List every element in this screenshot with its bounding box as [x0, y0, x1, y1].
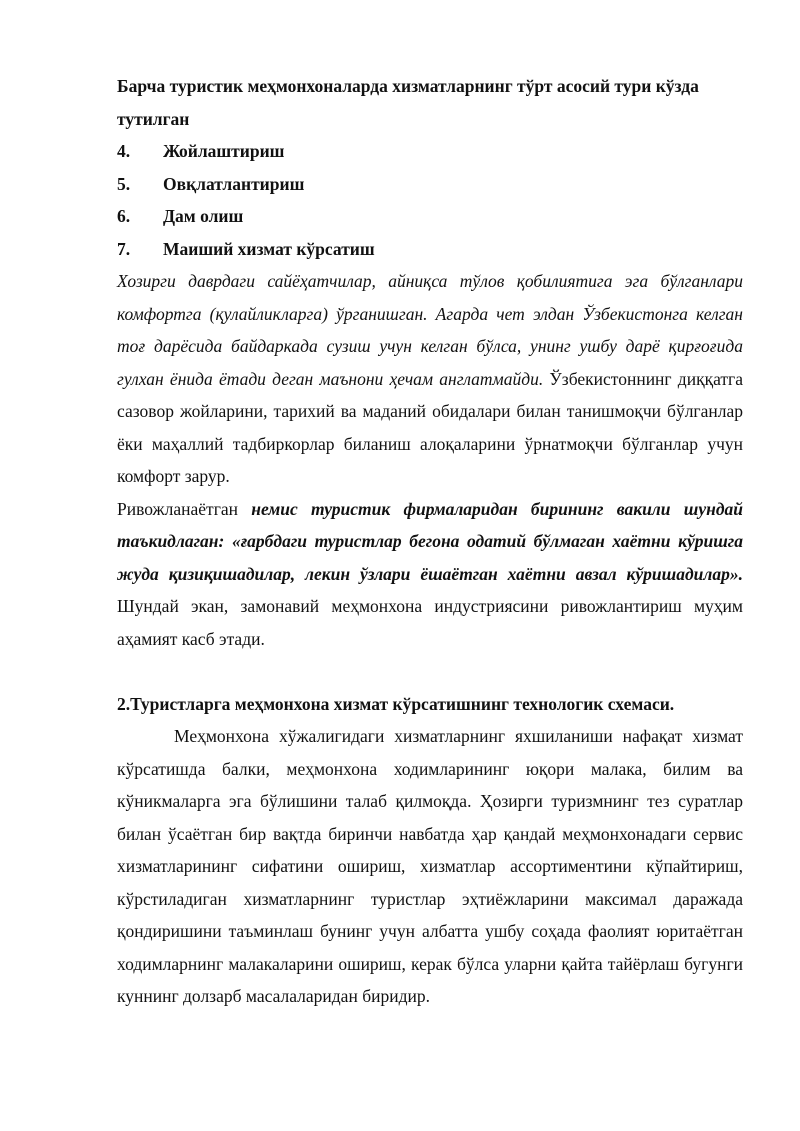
- list-item: [117, 233, 743, 266]
- hotel-services-paragraph: Меҳмонхона хўжалигидаги хизматларнинг яхшиланиши нафақат хизмат кўрсатишда балки, меҳмонхона ходимларининг юқори малака, билим ва кўникмаларга эга бўлишини талаб қилмоқда. Ҳозирги туризмнинг тез суратлар билан ўсаётган бир вақтда биринчи навбатда ҳар қандай меҳмонхонадаги сервис хизматларининг сифатини ошириш, хизматлар ассортиментини кўпайтириш, кўрстиладиган хизматларнинг туристлар эҳтиёжларини максимал даражада қондиришини таъминлаш бунинг учун албатта ушбу соҳада фаолият юритаётган ходимларнинг малакаларини ошириш, керак бўлса уларни қайта тайёрлаш бугунги куннинг долзарб масалаларидан биридир.: [117, 726, 743, 1006]
- document-page: [117, 70, 743, 1013]
- quote-paragraph: [117, 493, 743, 656]
- list-item-label: Дам олиш: [163, 206, 244, 226]
- list-item-number: 4.: [117, 141, 131, 161]
- list-item-label: Жойлаштириш: [163, 141, 285, 161]
- comfort-paragraph-regular: Ўзбекистоннинг диққатга сазовор жойларини, тарихий ва маданий обидалари билан танишмоқчи бўлганлар ёки маҳаллий тадбиркорлар биланиш алоқаларини ўрнатмоқчи бўлганлар учун комфорт зарур.: [117, 368, 743, 486]
- quote-paragraph-quote: немис туристик фирмаларидан бирининг вакили шундай таъкидлаган: «ғарбдаги туристлар бегона одатий бўлмаган хаётни кўришга жуда қизиқишадилар, лекин ўзлари ёшаётган хаётни авзал кўришадилар».: [117, 498, 743, 584]
- list-item-number: 5.: [117, 173, 131, 194]
- intro-heading: Барча туристик меҳмонхоналарда хизматларнинг тўрт асосий тури кўзда тутилган: [117, 76, 699, 129]
- paragraph-spacer: [117, 655, 743, 688]
- section-heading: 2.Туристларга меҳмонхона хизмат кўрсатишнинг технологик схемаси.: [117, 693, 675, 714]
- list-item-label: Овқлатлантириш: [163, 173, 305, 194]
- service-types-list: [117, 135, 743, 265]
- comfort-paragraph-italic: Хозирги даврдаги сайёҳатчилар, айниқса тўлов қобилиятига эга бўлганлари комфортга (қулайликларга) ўрганишган. Агарда чет элдан Ўзбекистонга келган тоғ дарёсида байдаркада сузиш учун келган бўлса, унинг ушбу дарё қирғоғида гулхан ёнида ётади деган маънони ҳечам англатмайди.: [117, 271, 743, 389]
- comfort-paragraph: [117, 265, 743, 493]
- list-item-number: 7.: [117, 238, 131, 259]
- list-item: [117, 135, 743, 168]
- list-item: [117, 168, 743, 201]
- list-item-label: Маиший хизмат кўрсатиш: [163, 238, 375, 259]
- list-item-number: 6.: [117, 206, 131, 226]
- quote-paragraph-tail: Шундай экан, замонавий меҳмонхона индустриясини ривожлантириш муҳим аҳамият касб этади.: [117, 596, 743, 649]
- list-item: [117, 200, 743, 233]
- quote-paragraph-lead: Ривожланаётган: [117, 498, 252, 519]
